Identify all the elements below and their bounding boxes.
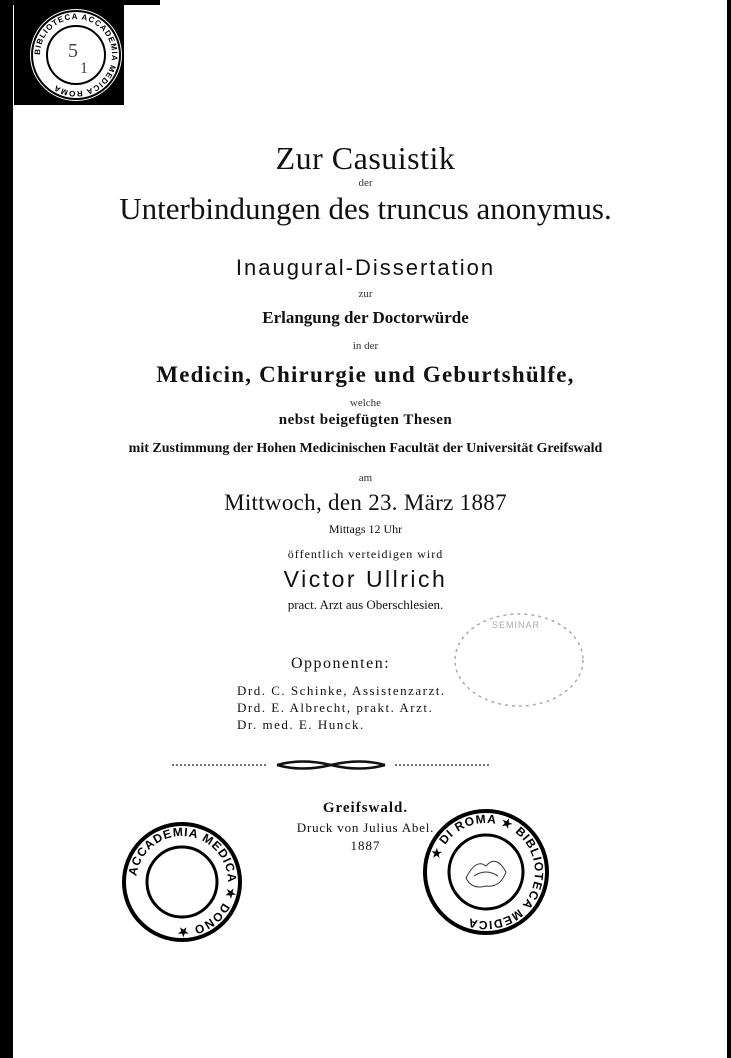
imprint-printer: Druck von Julius Abel. [296, 820, 435, 835]
opponent-item: Drd. E. Albrecht, prakt. Arzt. [237, 700, 434, 715]
faculties-text: Medicin, Chirurgie und Geburtshülfe, [156, 362, 575, 387]
imprint-city: Greifswald. [322, 800, 409, 816]
erlangung-text: Erlangung der Doctorwürde [262, 308, 469, 327]
zur-text: zur [358, 288, 373, 300]
opponents-list [237, 682, 446, 733]
stamp-text-bottom-left: ACCADEMIA MEDICA ★ DONO ★ [125, 824, 240, 940]
faint-stamp-right [452, 610, 587, 710]
opponent-item: Dr. med. E. Hunck. [237, 717, 365, 732]
decorative-rule [172, 757, 490, 773]
nebst-text: nebst beigefügten Thesen [278, 412, 453, 428]
zustimmung-text: mit Zustimmung der Hohen Medicinischen Facultät der Universität Greifswald [128, 441, 603, 456]
author-role: pract. Arzt aus Oberschlesien. [287, 597, 444, 612]
library-stamp-bottom-right [420, 806, 552, 938]
opponents-heading: Opponenten: [291, 655, 391, 672]
stamp-text-bottom-right: ★ DI ROMA ★ BIBLIOTECA MEDICA [427, 811, 547, 933]
library-stamp-top-left [14, 5, 124, 105]
svg-text:5: 5 [68, 40, 78, 62]
stamp-text-top-left: BIBLIOTECA ACCADEMIA MEDICA ROMA [32, 11, 120, 99]
title-joiner: der [358, 177, 373, 189]
imprint-year: 1887 [350, 838, 381, 853]
verteidigen-text: öffentlich verteidigen wird [287, 547, 444, 561]
defense-time: Mittags 12 Uhr [328, 522, 403, 536]
author-name: Victor Ullrich [283, 566, 448, 592]
defense-date: Mittwoch, den 23. März 1887 [224, 490, 507, 515]
title-line-2: Unterbindungen des truncus anonymus. [119, 191, 612, 226]
am-text: am [358, 472, 373, 484]
svg-text:1: 1 [80, 60, 88, 77]
document-type: Inaugural-Dissertation [235, 255, 496, 280]
in-der-text: in der [352, 340, 379, 352]
faint-stamp-text: SEMINAR [492, 620, 541, 630]
title-line-1: Zur Casuistik [275, 140, 456, 176]
library-stamp-bottom-left [120, 820, 245, 945]
welche-text: welche [349, 397, 382, 409]
opponent-item: Drd. C. Schinke, Assistenzarzt. [237, 683, 446, 698]
